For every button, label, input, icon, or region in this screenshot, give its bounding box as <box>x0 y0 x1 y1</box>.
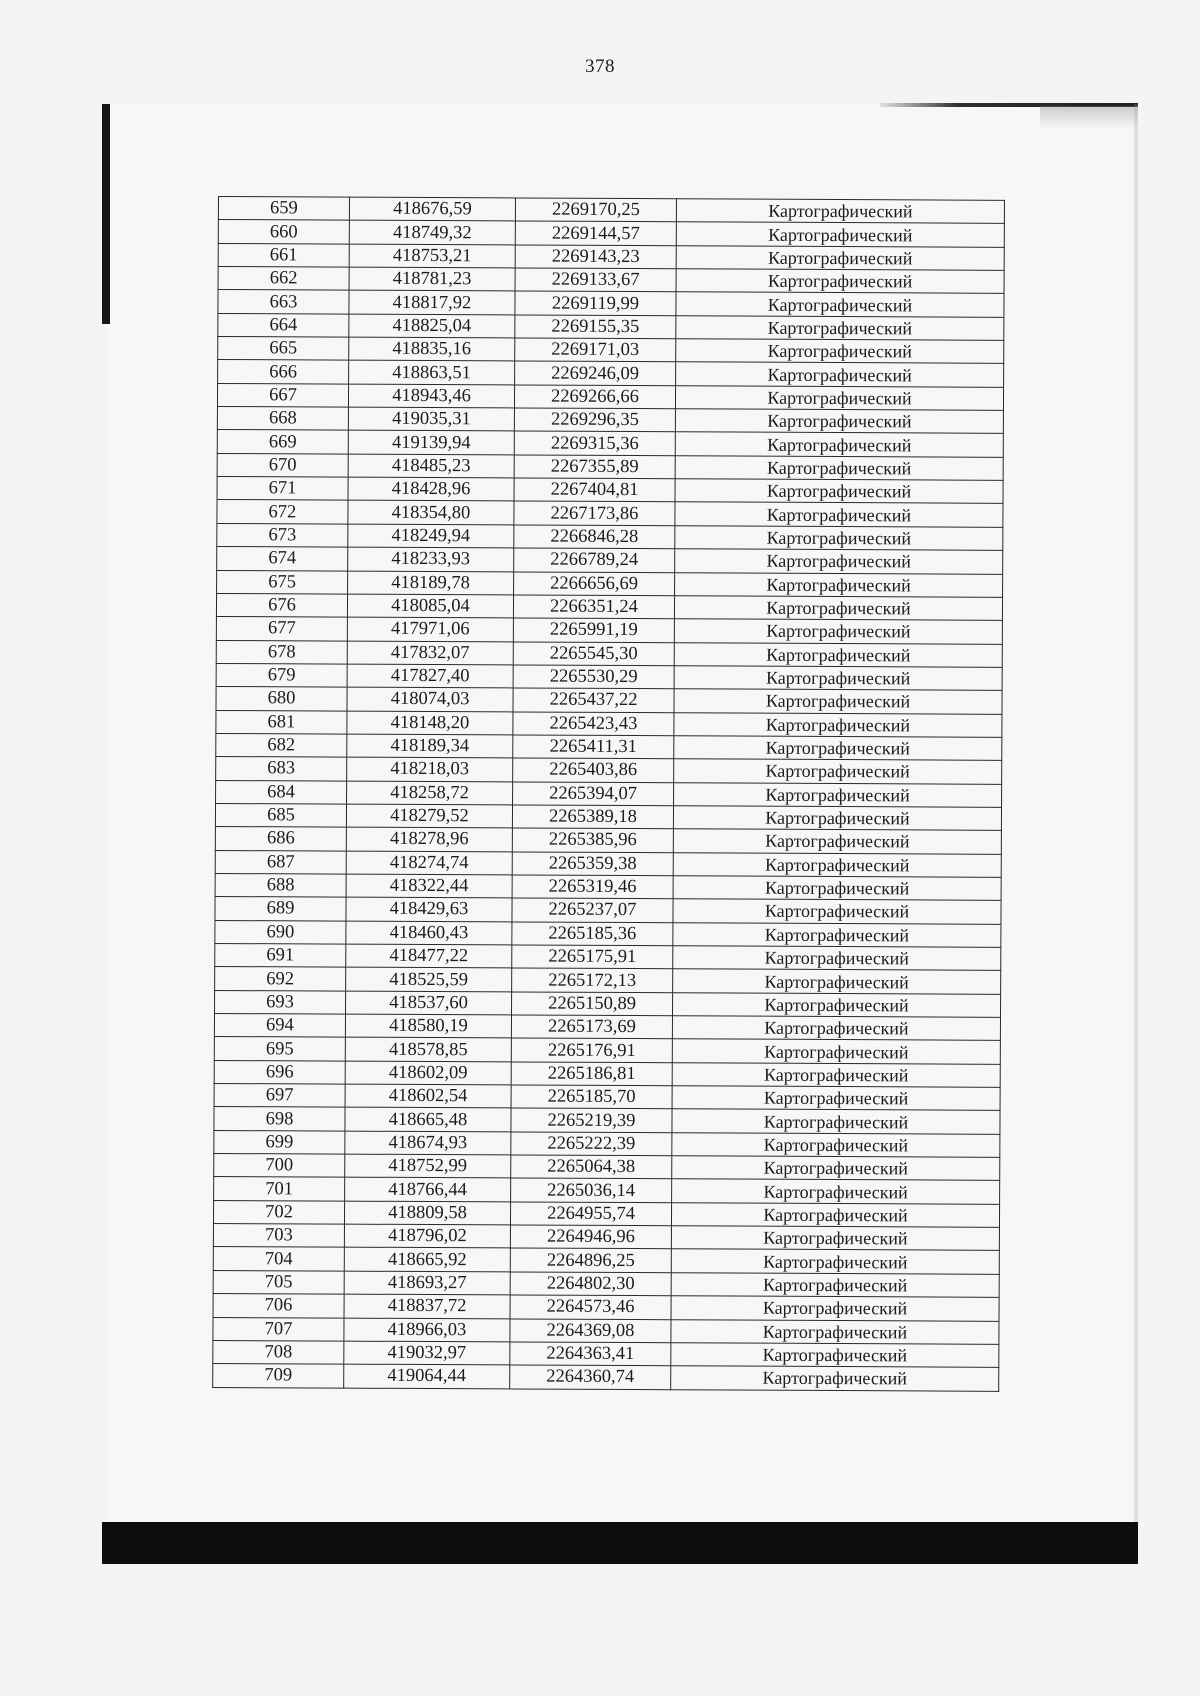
method-cell: Картографический <box>674 782 1002 807</box>
method-cell: Картографический <box>676 339 1004 364</box>
y-coordinate-cell: 2265172,13 <box>512 968 673 992</box>
y-coordinate-cell: 2264363,41 <box>510 1342 671 1366</box>
method-cell: Картографический <box>672 1016 1000 1041</box>
point-number-cell: 707 <box>213 1317 344 1341</box>
point-number-cell: 704 <box>213 1247 344 1271</box>
method-cell: Картографический <box>671 1203 999 1228</box>
x-coordinate-cell: 418189,78 <box>348 571 514 595</box>
point-number-cell: 675 <box>217 570 348 594</box>
x-coordinate-cell: 418809,58 <box>344 1201 510 1225</box>
method-cell: Картографический <box>671 1296 999 1321</box>
x-coordinate-cell: 418485,23 <box>348 454 514 478</box>
x-coordinate-cell: 418249,94 <box>348 524 514 548</box>
method-cell: Картографический <box>676 199 1004 224</box>
point-number-cell: 664 <box>218 313 349 337</box>
x-coordinate-cell: 418837,72 <box>344 1294 510 1318</box>
x-coordinate-cell: 419064,44 <box>344 1364 510 1388</box>
point-number-cell: 709 <box>213 1364 344 1388</box>
y-coordinate-cell: 2265411,31 <box>513 735 674 759</box>
y-coordinate-cell: 2266789,24 <box>514 548 675 572</box>
method-cell: Картографический <box>671 1343 999 1368</box>
y-coordinate-cell: 2265991,19 <box>513 618 674 642</box>
point-number-cell: 683 <box>216 757 347 781</box>
method-cell: Картографический <box>672 1039 1000 1064</box>
point-number-cell: 690 <box>215 920 346 944</box>
y-coordinate-cell: 2269143,23 <box>515 245 676 269</box>
x-coordinate-cell: 418580,19 <box>345 1014 511 1038</box>
y-coordinate-cell: 2265545,30 <box>513 641 674 665</box>
point-number-cell: 674 <box>217 547 348 571</box>
x-coordinate-cell: 418274,74 <box>346 851 512 875</box>
x-coordinate-cell: 418665,48 <box>345 1108 511 1132</box>
method-cell: Картографический <box>674 712 1002 737</box>
method-cell: Картографический <box>674 759 1002 784</box>
method-cell: Картографический <box>675 432 1003 457</box>
x-coordinate-cell: 418428,96 <box>348 477 514 501</box>
point-number-cell: 692 <box>215 967 346 991</box>
x-coordinate-cell: 419139,94 <box>348 431 514 455</box>
y-coordinate-cell: 2269266,66 <box>514 385 675 409</box>
point-number-cell: 699 <box>214 1130 345 1154</box>
method-cell: Картографический <box>675 502 1003 527</box>
x-coordinate-cell: 418279,52 <box>346 804 512 828</box>
point-number-cell: 680 <box>216 687 347 711</box>
method-cell: Картографический <box>672 992 1000 1017</box>
y-coordinate-cell: 2265394,07 <box>513 782 674 806</box>
method-cell: Картографический <box>672 1109 1000 1134</box>
method-cell: Картографический <box>672 1156 1000 1181</box>
point-number-cell: 676 <box>216 593 347 617</box>
method-cell: Картографический <box>676 222 1004 247</box>
method-cell: Картографический <box>674 666 1002 691</box>
y-coordinate-cell: 2269315,36 <box>514 431 675 455</box>
x-coordinate-cell: 418429,63 <box>346 897 512 921</box>
y-coordinate-cell: 2265185,70 <box>511 1085 672 1109</box>
point-number-cell: 700 <box>214 1154 345 1178</box>
x-coordinate-cell: 418460,43 <box>346 921 512 945</box>
point-number-cell: 660 <box>218 220 349 244</box>
y-coordinate-cell: 2265222,39 <box>511 1132 672 1156</box>
point-number-cell: 691 <box>215 943 346 967</box>
method-cell: Картографический <box>676 315 1004 340</box>
point-number-cell: 679 <box>216 663 347 687</box>
y-coordinate-cell: 2266351,24 <box>513 595 674 619</box>
x-coordinate-cell: 418753,21 <box>349 244 515 268</box>
x-coordinate-cell: 417827,40 <box>347 664 513 688</box>
point-number-cell: 668 <box>217 407 348 431</box>
x-coordinate-cell: 418752,99 <box>345 1154 511 1178</box>
point-number-cell: 693 <box>215 990 346 1014</box>
x-coordinate-cell: 418602,09 <box>345 1061 511 1085</box>
x-coordinate-cell: 418233,93 <box>348 547 514 571</box>
scan-right-edge <box>1134 104 1138 1522</box>
method-cell: Картографический <box>674 642 1002 667</box>
y-coordinate-cell: 2265403,86 <box>513 758 674 782</box>
x-coordinate-cell: 418796,02 <box>344 1224 510 1248</box>
y-coordinate-cell: 2264360,74 <box>510 1365 671 1389</box>
y-coordinate-cell: 2265064,38 <box>511 1155 672 1179</box>
method-cell: Картографический <box>675 479 1003 504</box>
x-coordinate-cell: 418693,27 <box>344 1271 510 1295</box>
method-cell: Картографический <box>672 1062 1000 1087</box>
method-cell: Картографический <box>676 269 1004 294</box>
method-cell: Картографический <box>673 829 1001 854</box>
method-cell: Картографический <box>676 362 1004 387</box>
y-coordinate-cell: 2269170,25 <box>515 198 676 222</box>
point-number-cell: 684 <box>216 780 347 804</box>
x-coordinate-cell: 418085,04 <box>347 594 513 618</box>
x-coordinate-cell: 418749,32 <box>349 220 515 244</box>
x-coordinate-cell: 418781,23 <box>349 267 515 291</box>
method-cell: Картографический <box>675 572 1003 597</box>
y-coordinate-cell: 2265530,29 <box>513 665 674 689</box>
point-number-cell: 696 <box>214 1060 345 1084</box>
y-coordinate-cell: 2267404,81 <box>514 478 675 502</box>
y-coordinate-cell: 2265173,69 <box>511 1015 672 1039</box>
x-coordinate-cell: 418258,72 <box>347 781 513 805</box>
method-cell: Картографический <box>671 1366 999 1391</box>
y-coordinate-cell: 2264896,25 <box>510 1248 671 1272</box>
scan-top-edge-smudge <box>1040 106 1138 128</box>
x-coordinate-cell: 418578,85 <box>345 1038 511 1062</box>
x-coordinate-cell: 418766,44 <box>345 1178 511 1202</box>
y-coordinate-cell: 2265185,36 <box>512 922 673 946</box>
x-coordinate-cell: 417832,07 <box>347 641 513 665</box>
point-number-cell: 666 <box>218 360 349 384</box>
y-coordinate-cell: 2267173,86 <box>514 501 675 525</box>
method-cell: Картографический <box>675 549 1003 574</box>
point-number-cell: 682 <box>216 733 347 757</box>
method-cell: Картографический <box>676 245 1004 270</box>
x-coordinate-cell: 418835,16 <box>349 337 515 361</box>
point-number-cell: 708 <box>213 1340 344 1364</box>
point-number-cell: 688 <box>215 873 346 897</box>
coordinates-table-body <box>213 197 1005 1391</box>
point-number-cell: 695 <box>214 1037 345 1061</box>
point-number-cell: 694 <box>214 1014 345 1038</box>
point-number-cell: 662 <box>218 267 349 291</box>
coordinates-table <box>212 196 1005 1391</box>
point-number-cell: 671 <box>217 477 348 501</box>
y-coordinate-cell: 2269133,67 <box>515 268 676 292</box>
method-cell: Картографический <box>675 526 1003 551</box>
method-cell: Картографический <box>673 852 1001 877</box>
method-cell: Картографический <box>675 409 1003 434</box>
method-cell: Картографический <box>673 899 1001 924</box>
x-coordinate-cell: 418602,54 <box>345 1084 511 1108</box>
point-number-cell: 705 <box>213 1270 344 1294</box>
x-coordinate-cell: 418863,51 <box>349 361 515 385</box>
point-number-cell: 686 <box>215 827 346 851</box>
point-number-cell: 687 <box>215 850 346 874</box>
point-number-cell: 697 <box>214 1084 345 1108</box>
table-row <box>213 1364 999 1391</box>
y-coordinate-cell: 2265385,96 <box>512 828 673 852</box>
y-coordinate-cell: 2265319,46 <box>512 875 673 899</box>
point-number-cell: 701 <box>214 1177 345 1201</box>
point-number-cell: 706 <box>213 1294 344 1318</box>
method-cell: Картографический <box>673 969 1001 994</box>
y-coordinate-cell: 2265175,91 <box>512 945 673 969</box>
y-coordinate-cell: 2266656,69 <box>514 571 675 595</box>
point-number-cell: 670 <box>217 453 348 477</box>
method-cell: Картографический <box>671 1319 999 1344</box>
point-number-cell: 698 <box>214 1107 345 1131</box>
y-coordinate-cell: 2269296,35 <box>514 408 675 432</box>
method-cell: Картографический <box>672 1086 1000 1111</box>
point-number-cell: 703 <box>213 1224 344 1248</box>
y-coordinate-cell: 2264573,46 <box>510 1295 671 1319</box>
y-coordinate-cell: 2265389,18 <box>512 805 673 829</box>
point-number-cell: 659 <box>218 197 349 221</box>
x-coordinate-cell: 418477,22 <box>346 944 512 968</box>
y-coordinate-cell: 2265219,39 <box>511 1108 672 1132</box>
method-cell: Картографический <box>676 292 1004 317</box>
method-cell: Картографический <box>674 596 1002 621</box>
y-coordinate-cell: 2264802,30 <box>510 1272 671 1296</box>
method-cell: Картографический <box>673 806 1001 831</box>
method-cell: Картографический <box>675 385 1003 410</box>
x-coordinate-cell: 418966,03 <box>344 1318 510 1342</box>
x-coordinate-cell: 418218,03 <box>347 757 513 781</box>
point-number-cell: 673 <box>217 523 348 547</box>
point-number-cell: 702 <box>213 1200 344 1224</box>
y-coordinate-cell: 2266846,28 <box>514 525 675 549</box>
point-number-cell: 661 <box>218 243 349 267</box>
x-coordinate-cell: 418278,96 <box>346 827 512 851</box>
x-coordinate-cell: 419032,97 <box>344 1341 510 1365</box>
x-coordinate-cell: 418537,60 <box>346 991 512 1015</box>
x-coordinate-cell: 418825,04 <box>349 314 515 338</box>
method-cell: Картографический <box>671 1249 999 1274</box>
scan-bottom-edge-bar <box>102 1522 1138 1564</box>
x-coordinate-cell: 418674,93 <box>345 1131 511 1155</box>
x-coordinate-cell: 418322,44 <box>346 874 512 898</box>
x-coordinate-cell: 418817,92 <box>349 291 515 315</box>
point-number-cell: 672 <box>217 500 348 524</box>
x-coordinate-cell: 418525,59 <box>346 967 512 991</box>
method-cell: Картографический <box>675 456 1003 481</box>
y-coordinate-cell: 2265150,89 <box>512 992 673 1016</box>
method-cell: Картографический <box>671 1273 999 1298</box>
x-coordinate-cell: 417971,06 <box>347 617 513 641</box>
point-number-cell: 681 <box>216 710 347 734</box>
method-cell: Картографический <box>672 1132 1000 1157</box>
method-cell: Картографический <box>674 736 1002 761</box>
x-coordinate-cell: 418074,03 <box>347 687 513 711</box>
point-number-cell: 678 <box>216 640 347 664</box>
y-coordinate-cell: 2265437,22 <box>513 688 674 712</box>
method-cell: Картографический <box>672 1179 1000 1204</box>
method-cell: Картографический <box>673 922 1001 947</box>
y-coordinate-cell: 2264955,74 <box>510 1202 671 1226</box>
y-coordinate-cell: 2267355,89 <box>514 455 675 479</box>
y-coordinate-cell: 2269144,57 <box>515 221 676 245</box>
point-number-cell: 665 <box>218 337 349 361</box>
method-cell: Картографический <box>674 689 1002 714</box>
method-cell: Картографический <box>673 876 1001 901</box>
method-cell: Картографический <box>671 1226 999 1251</box>
y-coordinate-cell: 2265036,14 <box>511 1178 672 1202</box>
method-cell: Картографический <box>674 619 1002 644</box>
y-coordinate-cell: 2265176,91 <box>511 1038 672 1062</box>
x-coordinate-cell: 419035,31 <box>348 407 514 431</box>
point-number-cell: 663 <box>218 290 349 314</box>
point-number-cell: 677 <box>216 617 347 641</box>
page-number: 378 <box>585 56 615 77</box>
x-coordinate-cell: 418665,92 <box>344 1248 510 1272</box>
y-coordinate-cell: 2264369,08 <box>510 1318 671 1342</box>
x-coordinate-cell: 418676,59 <box>349 197 515 221</box>
y-coordinate-cell: 2265186,81 <box>511 1062 672 1086</box>
point-number-cell: 689 <box>215 897 346 921</box>
point-number-cell: 685 <box>215 803 346 827</box>
y-coordinate-cell: 2265423,43 <box>513 712 674 736</box>
method-cell: Картографический <box>673 946 1001 971</box>
y-coordinate-cell: 2269119,99 <box>515 291 676 315</box>
scan-left-edge-shadow <box>102 104 110 324</box>
y-coordinate-cell: 2269155,35 <box>515 315 676 339</box>
y-coordinate-cell: 2265359,38 <box>512 852 673 876</box>
y-coordinate-cell: 2269171,03 <box>515 338 676 362</box>
x-coordinate-cell: 418189,34 <box>347 734 513 758</box>
y-coordinate-cell: 2265237,07 <box>512 898 673 922</box>
y-coordinate-cell: 2264946,96 <box>510 1225 671 1249</box>
x-coordinate-cell: 418148,20 <box>347 711 513 735</box>
x-coordinate-cell: 418943,46 <box>348 384 514 408</box>
point-number-cell: 667 <box>217 383 348 407</box>
point-number-cell: 669 <box>217 430 348 454</box>
y-coordinate-cell: 2269246,09 <box>515 361 676 385</box>
x-coordinate-cell: 418354,80 <box>348 501 514 525</box>
